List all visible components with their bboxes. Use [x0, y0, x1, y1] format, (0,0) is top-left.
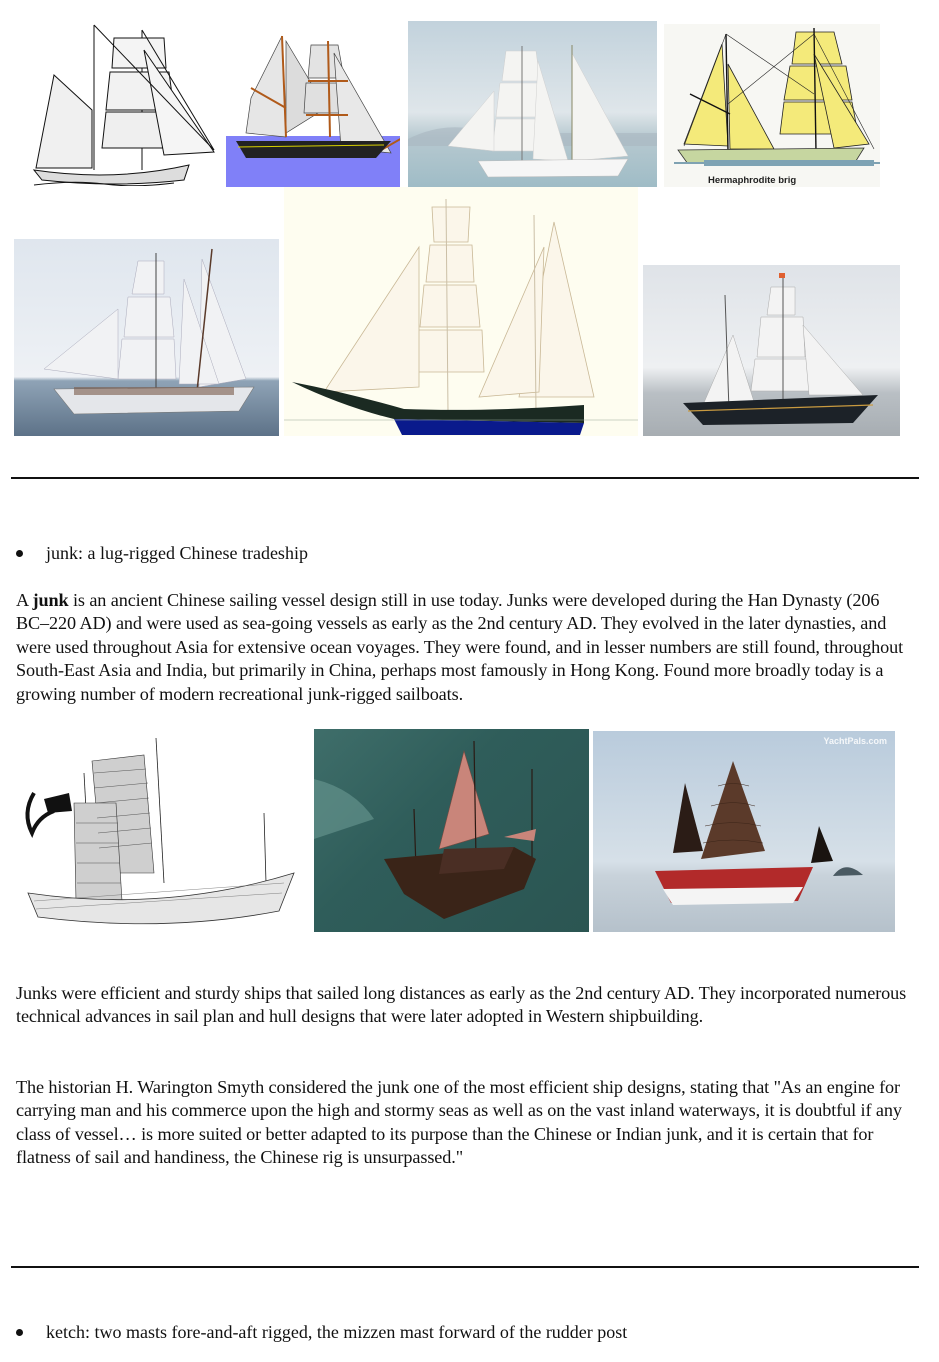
junk-photo-red-sails: [314, 729, 589, 932]
junk-intro-paragraph: [16, 589, 916, 706]
intro-prefix: A: [16, 590, 33, 610]
junk-photo-battened-sails: [593, 731, 895, 932]
paragraph-2: Junks were efficient and sturdy ships that sailed long distances as early as the 2nd century AD. They incorporated numerous technical advances in sail plan and hull designs that were later adopted in Western shipbuilding.: [16, 983, 907, 1027]
water-strip: [704, 160, 874, 166]
bullet-text-junk: junk: a lug-rigged Chinese tradeship: [46, 543, 308, 563]
bullet-icon: [16, 550, 23, 557]
hermaphrodite-brig-diagram: [664, 24, 880, 187]
paragraph-3: The historian H. Warington Smyth considered the junk one of the most efficient ship designs, stating that "As an engine for carrying man and his commerce upon the high and stormy seas as well as on the vast inland waterways, it is doubtful if any class of vessel… is more suited or better adapted to its purpose than the Chinese or Indian junk, and it is certain that for flatness of sail and handiness, the Chinese rig is unsurpassed.": [16, 1077, 902, 1168]
brigantine-diagram-blue-water: [226, 33, 400, 187]
section-divider-1: [11, 477, 919, 479]
section-divider-2: [11, 1266, 919, 1268]
bullet-text-ketch: ketch: two masts fore-and-aft rigged, the mizzen mast forward of the rudder post: [46, 1322, 628, 1342]
watermark-text: YachtPals.com: [823, 736, 887, 746]
intro-bold-term: junk: [32, 590, 69, 610]
junk-historian-paragraph: [16, 1076, 916, 1170]
intro-text: is an ancient Chinese sailing vessel design still in use today. Junks were developed during the Han Dynasty (206 BC–220 AD) and were used as sea-going vessels as early as the 2nd century AD. They evolved in the later dynasties, and were used throughout Asia for extensive ocean voyages. They were found, and in lesser numbers are still found, throughout South-East Asia and India, but primarily in China, perhaps most famously in Hong Kong. Found more broadly today is a growing number of modern recreational junk-rigged sailboats.: [16, 590, 904, 704]
brigantine-photo-sailing: [14, 239, 279, 436]
bullet-icon: [16, 1329, 23, 1336]
brigantine-line-drawing: [14, 20, 216, 186]
junk-engraving: [14, 733, 305, 932]
brigantine-painting: [408, 21, 657, 187]
hermaphrodite-brig-caption: Hermaphrodite brig: [708, 175, 797, 186]
junk-efficiency-paragraph: [16, 982, 916, 1029]
brigantine-sail-plan: [284, 187, 638, 436]
brigantine-photo-anchored: [643, 265, 900, 436]
